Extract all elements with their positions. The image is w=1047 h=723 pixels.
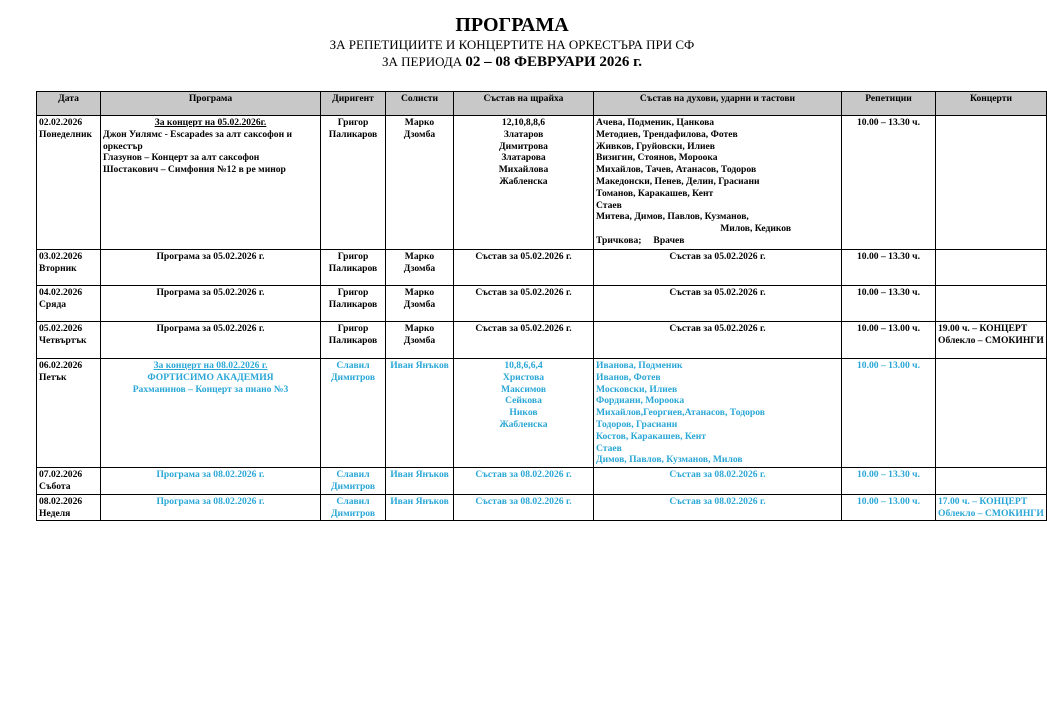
conductor-cell: Славил Димитров [321, 494, 386, 521]
concert-cell [936, 250, 1047, 286]
strings-line: Димитрова [499, 140, 548, 152]
concert-cell [936, 322, 1047, 359]
table-row [37, 359, 1047, 468]
winds-line: Ачева, Подменик, Цанкова [596, 117, 715, 128]
table-row [37, 286, 1047, 322]
winds-line: Михайлов,Георгиев,Атанасов, Тодоров [596, 407, 765, 419]
concert-cell [936, 116, 1047, 250]
soloist-cell: Марко Дзомба [386, 250, 454, 286]
col-header-concerts: Концерти [936, 92, 1047, 116]
conductor-cell: Григор Паликаров [321, 116, 386, 250]
conductor-cell: Славил Димитров [321, 468, 386, 495]
weekday: Понеделник [39, 128, 92, 140]
col-header-soloists: Солисти [386, 92, 454, 116]
winds-cell: Състав за 05.02.2026 г. [594, 286, 842, 322]
strings-line: 10,8,6,6,4 [504, 360, 543, 371]
concert-time: 19.00 ч. – КОНЦЕРТ [938, 323, 1028, 334]
program-line: Глазунов – Концерт за алт саксофон [103, 152, 260, 164]
schedule-table [36, 91, 1047, 521]
soloist-cell: Иван Янъков [386, 468, 454, 495]
program-cell: Програма за 05.02.2026 г. [101, 250, 321, 286]
winds-cell: Състав за 08.02.2026 г. [594, 494, 842, 521]
date: 04.02.2026 [39, 287, 83, 298]
document-header [0, 14, 1024, 70]
winds-line: Митева, Димов, Павлов, Кузманов, [596, 211, 749, 223]
period-line [0, 54, 1024, 70]
soloist-cell: Иван Янъков [386, 359, 454, 468]
winds-line: Томанов, Каракашев, Кент [596, 187, 714, 199]
rehearsal-cell: 10.00 – 13.30 ч. [842, 468, 936, 495]
concert-cell [936, 468, 1047, 495]
winds-line: Македонски, Пенев, Делин, Грасиани [596, 175, 760, 187]
program-cell: Програма за 05.02.2026 г. [101, 286, 321, 322]
concert-cell [936, 494, 1047, 521]
col-header-date: Дата [37, 92, 101, 116]
strings-line: Максимов [500, 383, 547, 395]
conductor-cell: Григор Паликаров [321, 322, 386, 359]
conductor-cell: Славил Димитров [321, 359, 386, 468]
col-header-program: Програма [101, 92, 321, 116]
weekday: Петък [39, 371, 67, 383]
table-row [37, 322, 1047, 359]
soloist-cell: Марко Дзомба [386, 116, 454, 250]
winds-cell: Състав за 08.02.2026 г. [594, 468, 842, 495]
rehearsal-cell: 10.00 – 13.00 ч. [842, 359, 936, 468]
winds-line: Милов, Кедиков [720, 223, 791, 235]
winds-cell [594, 116, 842, 250]
conductor-cell: Григор Паликаров [321, 250, 386, 286]
program-line: ФОРТИСИМО АКАДЕМИЯ [147, 371, 274, 383]
date: 05.02.2026 [39, 323, 83, 334]
weekday: Вторник [39, 262, 77, 274]
winds-line: Стаев [596, 199, 622, 211]
rehearsal-cell: 10.00 – 13.00 ч. [842, 494, 936, 521]
date: 07.02.2026 [39, 469, 83, 481]
date: 03.02.2026 [39, 251, 83, 262]
strings-line: Златаров [503, 128, 544, 140]
table-row [37, 116, 1047, 250]
program-cell: Програма за 08.02.2026 г. [101, 468, 321, 495]
dress-code: Облекло – СМОКИНГИ [938, 334, 1044, 346]
strings-cell: Състав за 05.02.2026 г. [454, 322, 594, 359]
winds-line: Московски, Илиев [596, 383, 678, 395]
strings-line: Жабленска [499, 418, 548, 430]
table-row [37, 494, 1047, 521]
col-header-strings: Състав на щрайха [454, 92, 594, 116]
winds-cell [594, 359, 842, 468]
conductor-cell: Григор Паликаров [321, 286, 386, 322]
strings-line: 12,10,8,8,6 [501, 117, 546, 128]
winds-line: Тодоров, Грасиани [596, 418, 678, 430]
weekday: Сряда [39, 298, 67, 310]
program-line: Шостакович – Симфония №12 в ре минор [103, 164, 286, 176]
weekday: Неделя [39, 507, 71, 519]
strings-cell [454, 116, 594, 250]
table-header-row [37, 92, 1047, 116]
concert-cell [936, 359, 1047, 468]
period-prefix: ЗА ПЕРИОДА [382, 54, 463, 69]
rehearsal-cell: 10.00 – 13.00 ч. [842, 322, 936, 359]
date: 08.02.2026 [39, 495, 83, 507]
col-header-conductor: Диригент [321, 92, 386, 116]
dress-code: Облекло – СМОКИНГИ [938, 507, 1044, 519]
program-line: Рахманинов – Концерт за пиано №3 [132, 383, 289, 395]
date-cell [37, 250, 101, 286]
winds-cell: Състав за 05.02.2026 г. [594, 322, 842, 359]
program-title: За концерт на 08.02.2026 г. [153, 360, 268, 371]
date-cell [37, 322, 101, 359]
period-range: 02 – 08 ФЕВРУАРИ 2026 г. [465, 54, 642, 70]
rehearsal-cell: 10.00 – 13.30 ч. [842, 116, 936, 250]
winds-line: Фордиани, Мороока [596, 395, 685, 407]
page-subtitle: ЗА РЕПЕТИЦИИТЕ И КОНЦЕРТИТЕ НА ОРКЕСТЪРА ПРИ СФ [329, 37, 695, 52]
strings-line: Сейкова [505, 395, 542, 407]
program-cell: Програма за 08.02.2026 г. [101, 494, 321, 521]
date-cell [37, 494, 101, 521]
table-row [37, 468, 1047, 495]
date-cell [37, 468, 101, 495]
date: 06.02.2026 [39, 360, 83, 371]
weekday: Събота [39, 480, 71, 492]
col-header-rehearsals: Репетиции [842, 92, 936, 116]
strings-cell: Състав за 05.02.2026 г. [454, 286, 594, 322]
winds-line: Иванова, Подменик [596, 360, 683, 371]
winds-line: Димов, Павлов, Кузманов, Милов [596, 454, 743, 466]
weekday: Четвъртък [39, 334, 87, 346]
program-cell: Програма за 05.02.2026 г. [101, 322, 321, 359]
winds-line: Михайлов, Тачев, Атанасов, Тодоров [596, 164, 757, 176]
date: 02.02.2026 [39, 117, 83, 128]
soloist-cell: Иван Янъков [386, 494, 454, 521]
winds-line: Живков, Груйовски, Илиев [596, 140, 715, 152]
program-cell [101, 116, 321, 250]
date-cell [37, 286, 101, 322]
winds-line: Стаев [596, 442, 622, 454]
program-title: За концерт на 05.02.2026г. [154, 117, 267, 128]
program-line: Джон Уилямс - Escapades за алт саксофон и оркестър [103, 128, 293, 152]
table-row [37, 250, 1047, 286]
winds-line: Методиев, Трендафилова, Фотев [596, 128, 738, 140]
rehearsal-cell: 10.00 – 13.30 ч. [842, 286, 936, 322]
date-cell [37, 116, 101, 250]
strings-line: Жабленска [499, 175, 548, 187]
soloist-cell: Марко Дзомба [386, 322, 454, 359]
strings-line: Михайлова [498, 164, 549, 176]
soloist-cell: Марко Дзомба [386, 286, 454, 322]
strings-cell: Състав за 08.02.2026 г. [454, 494, 594, 521]
program-cell [101, 359, 321, 468]
strings-line: Ников [509, 407, 538, 419]
winds-cell: Състав за 05.02.2026 г. [594, 250, 842, 286]
strings-cell: Състав за 08.02.2026 г. [454, 468, 594, 495]
strings-cell: Състав за 05.02.2026 г. [454, 250, 594, 286]
winds-line: Иванов, Фотев [596, 371, 661, 383]
concert-time: 17.00 ч. – КОНЦЕРТ [938, 495, 1028, 507]
concert-cell [936, 286, 1047, 322]
strings-line: Златарова [501, 152, 546, 164]
winds-line: Визигин, Стоянов, Мороока [596, 152, 718, 164]
rehearsal-cell: 10.00 – 13.30 ч. [842, 250, 936, 286]
strings-cell [454, 359, 594, 468]
col-header-winds: Състав на духови, ударни и тастови [594, 92, 842, 116]
winds-line: Тричкова; Врачев [596, 234, 685, 246]
page-title: ПРОГРАМА [455, 14, 569, 36]
winds-line: Костов, Каракашев, Кент [596, 430, 707, 442]
date-cell [37, 359, 101, 468]
strings-line: Христова [502, 371, 545, 383]
